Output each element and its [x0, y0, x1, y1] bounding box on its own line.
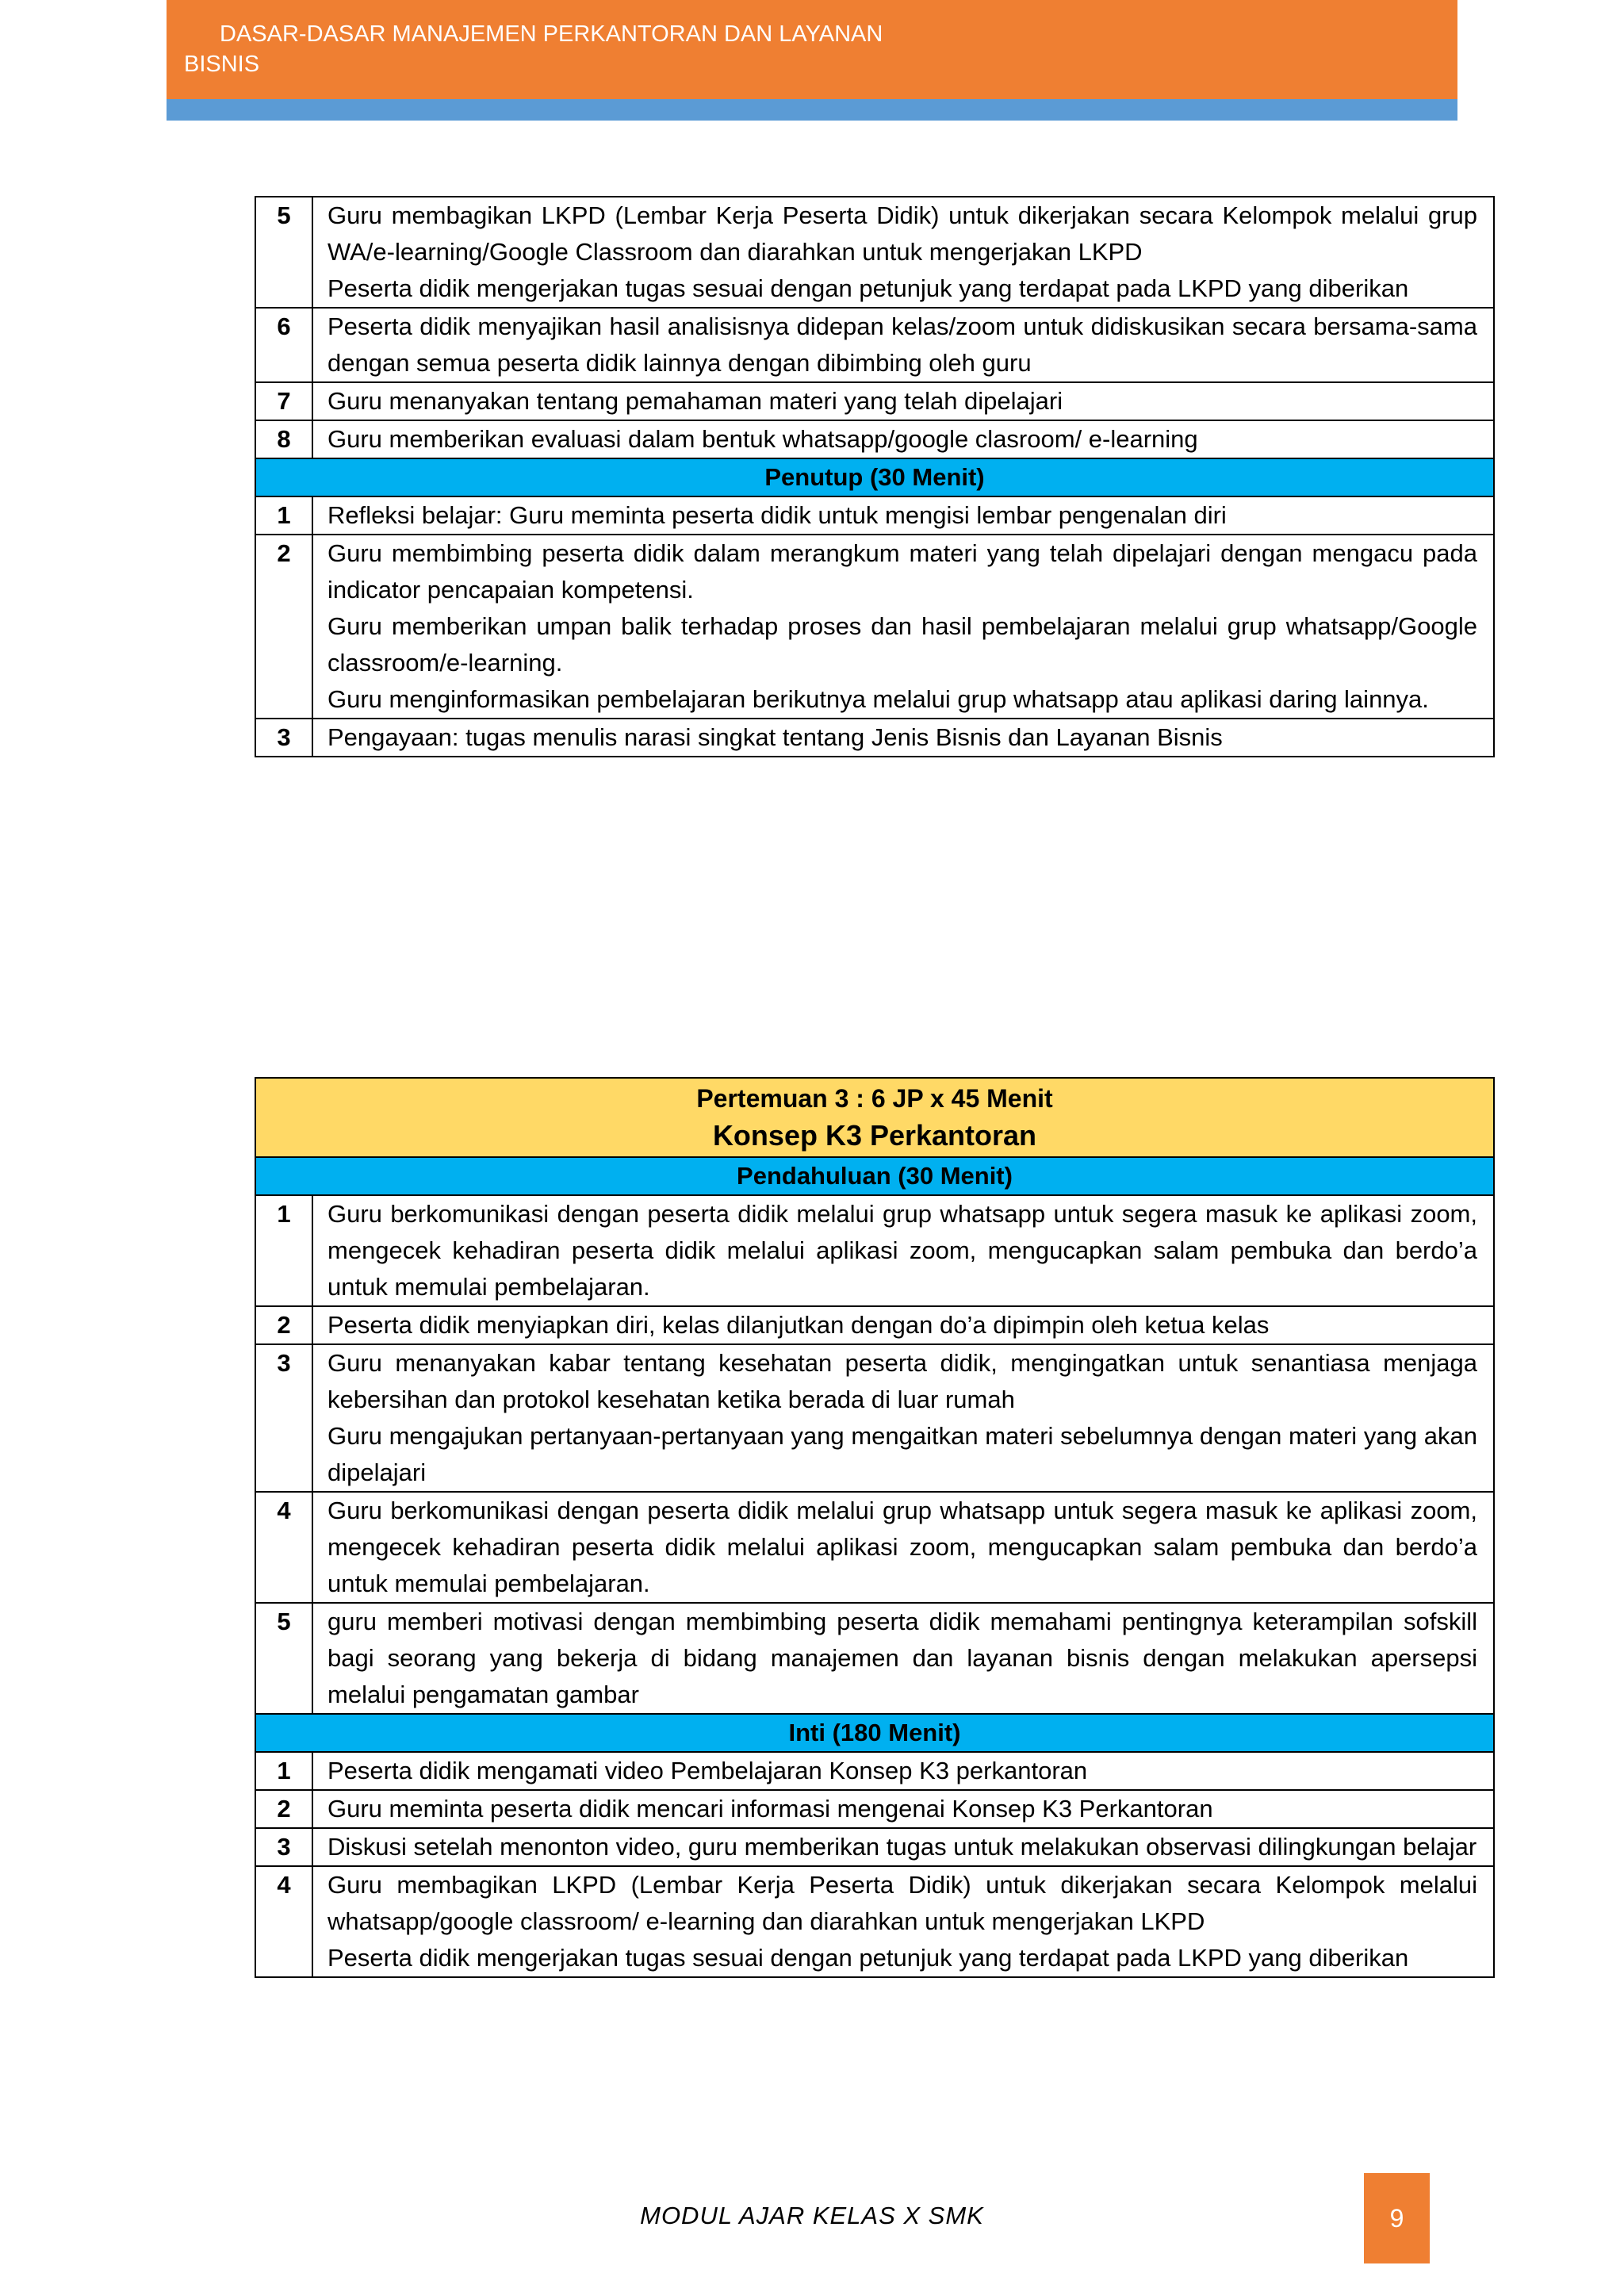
activity-text: Diskusi setelah menonton video, guru memberikan tugas untuk melakukan observasi dilingkungan belajar [327, 1833, 1477, 1861]
activity-text: Pengayaan: tugas menulis narasi singkat tentang Jenis Bisnis dan Layanan Bisnis [327, 723, 1223, 751]
activity-text: Guru membagikan LKPD (Lembar Kerja Peserta Didik) untuk dikerjakan secara Kelompok melalui whatsapp/google classroom/ e-learning dan diarahkan untuk mengerjakan LKPD [327, 1871, 1477, 1935]
table-row [255, 496, 1494, 535]
activity-text: Refleksi belajar: Guru meminta peserta didik untuk mengisi lembar pengenalan diri [327, 501, 1227, 529]
activity-text: Guru memberikan umpan balik terhadap proses dan hasil pembelajaran melalui grup whatsapp/Google classroom/e-learning. [327, 612, 1477, 677]
table-row [255, 1866, 1494, 1977]
row-activity [312, 1195, 1494, 1306]
row-number: 6 [255, 308, 312, 382]
table-row [255, 308, 1494, 382]
activity-text: Guru memberikan evaluasi dalam bentuk whatsapp/google clasroom/ e-learning [327, 425, 1198, 453]
activity-text: guru memberi motivasi dengan membimbing peserta didik memahami pentingnya keterampilan sofskill bagi seorang yang bekerja di bidang manajemen dan layanan bisnis dengan melakukan apersepsi melalui pengamatan gambar [327, 1608, 1477, 1708]
row-number: 8 [255, 420, 312, 458]
section-header-inti [255, 1714, 1494, 1752]
activity-text: Guru meminta peserta didik mencari informasi mengenai Konsep K3 Perkantoran [327, 1795, 1213, 1823]
activity-text: Guru mengajukan pertanyaan-pertanyaan yang mengaitkan materi sebelumnya dengan materi yang akan dipelajari [327, 1422, 1477, 1486]
row-number: 4 [255, 1492, 312, 1603]
table-row [255, 1790, 1494, 1828]
table-row [255, 1828, 1494, 1866]
row-activity [312, 535, 1494, 719]
row-number: 2 [255, 1790, 312, 1828]
footer-module-label: MODUL AJAR KELAS X SMK [640, 2202, 984, 2229]
table-row [255, 197, 1494, 308]
row-number: 5 [255, 1603, 312, 1714]
table1-penutup-rows [255, 496, 1494, 757]
table-row [255, 1752, 1494, 1790]
row-number: 3 [255, 719, 312, 757]
activity-text: Guru berkomunikasi dengan peserta didik melalui grup whatsapp untuk segera masuk ke aplikasi zoom, mengecek kehadiran peserta didik melalui aplikasi zoom, mengucapkan salam pembuka dan berdo’a untuk memulai pembelajaran. [327, 1200, 1477, 1301]
section-header-penutup [255, 458, 1494, 496]
row-activity [312, 1603, 1494, 1714]
row-activity [312, 1752, 1494, 1790]
row-number: 1 [255, 496, 312, 535]
row-number: 1 [255, 1752, 312, 1790]
row-activity [312, 420, 1494, 458]
section-title-inti: Inti (180 Menit) [255, 1714, 1494, 1752]
table-row [255, 1195, 1494, 1306]
activity-text: Peserta didik mengerjakan tugas sesuai dengan petunjuk yang terdapat pada LKPD yang diberikan [327, 1944, 1409, 1972]
row-activity [312, 496, 1494, 535]
activity-text: Peserta didik mengerjakan tugas sesuai dengan petunjuk yang terdapat pada LKPD yang diberikan [327, 274, 1409, 302]
meeting-title: Pertemuan 3 : 6 JP x 45 Menit [696, 1084, 1053, 1113]
table-row [255, 382, 1494, 420]
section-title-penutup: Penutup (30 Menit) [255, 458, 1494, 496]
table-row [255, 1306, 1494, 1344]
row-activity [312, 382, 1494, 420]
meeting-header [255, 1078, 1494, 1157]
row-number: 4 [255, 1866, 312, 1977]
header-accent-bar [167, 99, 1457, 121]
row-activity [312, 1790, 1494, 1828]
page-number-badge [1364, 2173, 1430, 2263]
table-row [255, 1344, 1494, 1492]
row-number: 5 [255, 197, 312, 308]
activity-text: Guru berkomunikasi dengan peserta didik melalui grup whatsapp untuk segera masuk ke aplikasi zoom, mengecek kehadiran peserta didik melalui aplikasi zoom, mengucapkan salam pembuka dan berdo’a untuk memulai pembelajaran. [327, 1497, 1477, 1597]
section-title-pendahuluan: Pendahuluan (30 Menit) [255, 1157, 1494, 1195]
table2-pendahuluan-rows [255, 1195, 1494, 1714]
activity-table-2 [255, 1077, 1495, 1978]
row-number: 7 [255, 382, 312, 420]
meeting-header-cell [255, 1078, 1494, 1157]
header-title [184, 19, 1215, 79]
activity-text: Guru membagikan LKPD (Lembar Kerja Peserta Didik) untuk dikerjakan secara Kelompok melalui grup WA/e-learning/Google Classroom dan diarahkan untuk mengerjakan LKPD [327, 201, 1477, 266]
row-number: 3 [255, 1828, 312, 1866]
row-activity [312, 308, 1494, 382]
activity-text: Guru menanyakan tentang pemahaman materi yang telah dipelajari [327, 387, 1063, 415]
row-number: 3 [255, 1344, 312, 1492]
row-activity [312, 197, 1494, 308]
header-title-line2: BISNIS [184, 52, 260, 77]
topic-title: Konsep K3 Perkantoran [712, 1119, 1037, 1152]
activity-table-1 [255, 196, 1495, 757]
activity-text: Guru menginformasikan pembelajaran berikutnya melalui grup whatsapp atau aplikasi daring lainnya. [327, 685, 1429, 713]
row-activity [312, 1492, 1494, 1603]
activity-text: Guru membimbing peserta didik dalam merangkum materi yang telah dipelajari dengan mengacu pada indicator pencapaian kompetensi. [327, 539, 1477, 604]
table-row [255, 420, 1494, 458]
table1-inti-rows [255, 197, 1494, 458]
table-row [255, 535, 1494, 719]
row-activity [312, 1828, 1494, 1866]
row-activity [312, 719, 1494, 757]
row-number: 2 [255, 535, 312, 719]
page-number: 9 [1389, 2203, 1404, 2233]
table2-inti-rows [255, 1752, 1494, 1977]
row-number: 1 [255, 1195, 312, 1306]
row-number: 2 [255, 1306, 312, 1344]
table-row [255, 1492, 1494, 1603]
row-activity [312, 1866, 1494, 1977]
table-row [255, 1603, 1494, 1714]
section-header-pendahuluan [255, 1157, 1494, 1195]
activity-text: Peserta didik menyajikan hasil analisisnya didepan kelas/zoom untuk didiskusikan secara bersama-sama dengan semua peserta didik lainnya dengan dibimbing oleh guru [327, 312, 1477, 377]
row-activity [312, 1306, 1494, 1344]
table-row [255, 719, 1494, 757]
header-title-line1: DASAR-DASAR MANAJEMEN PERKANTORAN DAN LAYANAN [220, 21, 883, 47]
activity-text: Peserta didik menyiapkan diri, kelas dilanjutkan dengan do’a dipimpin oleh ketua kelas [327, 1311, 1270, 1339]
row-activity [312, 1344, 1494, 1492]
activity-text: Guru menanyakan kabar tentang kesehatan peserta didik, mengingatkan untuk senantiasa menjaga kebersihan dan protokol kesehatan ketika berada di luar rumah [327, 1349, 1477, 1413]
activity-text: Peserta didik mengamati video Pembelajaran Konsep K3 perkantoran [327, 1757, 1088, 1784]
